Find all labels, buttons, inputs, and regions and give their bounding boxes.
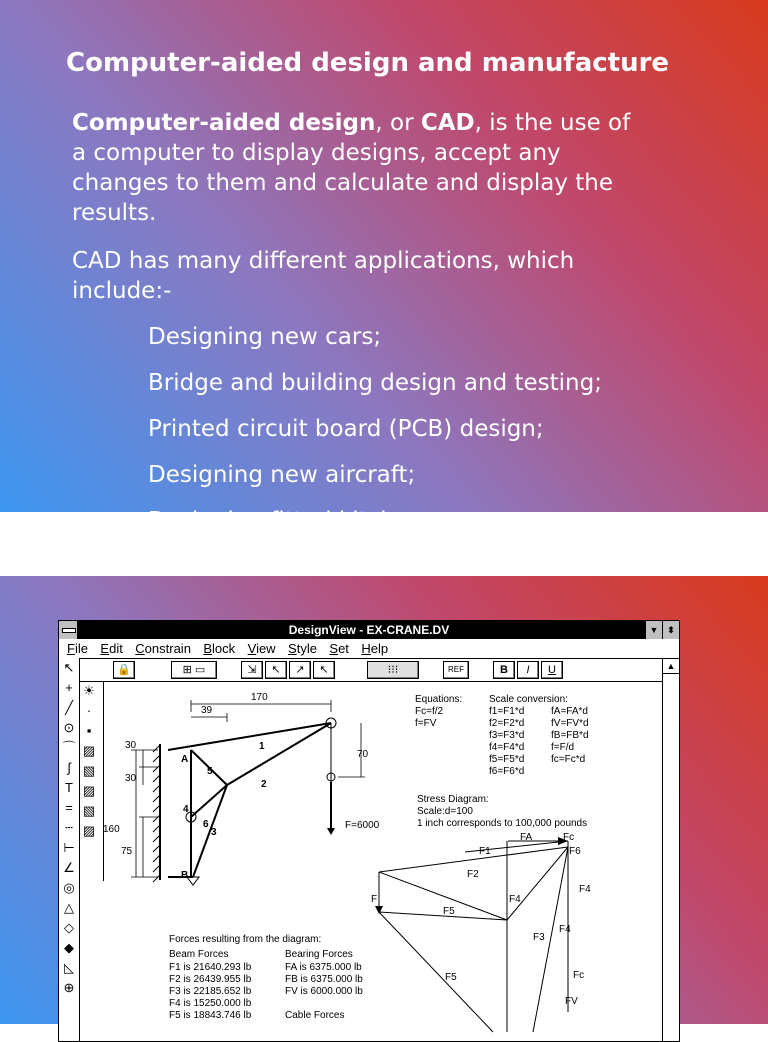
menu-set[interactable]: Set bbox=[329, 641, 349, 656]
point-b-label: B bbox=[181, 870, 189, 881]
dim-30-bottom: 30 bbox=[125, 773, 137, 784]
scroll-up-icon[interactable]: ▲ bbox=[663, 659, 679, 674]
menu-constrain[interactable]: Constrain bbox=[135, 641, 191, 656]
crane-drawing bbox=[103, 682, 662, 1041]
list-item: Designing fitted kitchens. bbox=[148, 508, 443, 534]
beam-force: F1 is 21640.293 lb bbox=[169, 962, 252, 973]
beam-forces-heading: Beam Forces bbox=[169, 949, 229, 960]
pattern-palette bbox=[79, 681, 104, 881]
bold-button[interactable]: B bbox=[493, 661, 515, 679]
beam-force: F2 is 26439.955 lb bbox=[169, 974, 252, 985]
menu-view[interactable]: View bbox=[247, 641, 276, 656]
applications-intro: CAD has many different applications, which include:- bbox=[72, 248, 575, 304]
point-tool-icon[interactable]: + bbox=[65, 680, 73, 695]
circle-tool-icon[interactable]: ⊙ bbox=[63, 720, 75, 735]
applications-list bbox=[148, 322, 602, 552]
diamond-tool-icon[interactable]: ◇ bbox=[64, 920, 74, 935]
intro-definition: , is the use of a computer to display designs, accept any changes to them and calculate and display the results. bbox=[72, 110, 631, 226]
stress-scale-note: 1 inch corresponds to 100,000 pounds bbox=[417, 818, 588, 829]
slide-2 bbox=[0, 576, 768, 1024]
pointer-copy-button[interactable]: ↗ bbox=[289, 661, 311, 679]
list-item: Designing new aircraft; bbox=[148, 462, 416, 488]
point-a-label: A bbox=[181, 754, 189, 765]
stress-scale: Scale:d=100 bbox=[417, 806, 473, 817]
menu-edit[interactable]: Edit bbox=[100, 641, 123, 656]
layout-button[interactable]: ⁝⁝⁝ bbox=[367, 661, 419, 679]
pin-support-icon bbox=[187, 877, 199, 885]
dim-75: 75 bbox=[121, 846, 133, 857]
stress-label: FA bbox=[520, 832, 533, 843]
dimension-tool-icon[interactable]: ⊢ bbox=[63, 840, 75, 855]
conversion-line: f3=F3*d bbox=[489, 730, 525, 741]
list-item: Printed circuit board (PCB) design; bbox=[148, 416, 544, 442]
beam-force: F3 is 22185.652 lb bbox=[169, 986, 252, 997]
designview-window bbox=[58, 620, 680, 1042]
member-2-label: 2 bbox=[261, 779, 267, 790]
slide-title: Computer-aided design and manufacture bbox=[66, 48, 670, 78]
member-5-label: 5 bbox=[207, 766, 213, 777]
intro-connector: , or bbox=[375, 110, 421, 136]
dot-pattern-icon[interactable]: · bbox=[86, 703, 92, 718]
menu-file[interactable]: File bbox=[67, 641, 88, 656]
equations-heading: Equations: bbox=[415, 694, 463, 705]
force-arrow bbox=[375, 906, 383, 914]
conversion-line: f2=F2*d bbox=[489, 718, 525, 729]
list-item: Designing new cars; bbox=[148, 324, 382, 350]
stress-label: F3 bbox=[533, 932, 545, 943]
hatch-pattern-icon[interactable]: ▨ bbox=[82, 743, 96, 758]
triangle-tool-icon[interactable]: △ bbox=[64, 900, 74, 915]
hatch-pattern-icon[interactable]: ▧ bbox=[82, 763, 96, 778]
stress-label: F5 bbox=[443, 906, 455, 917]
pointer-button[interactable]: ↖ bbox=[265, 661, 287, 679]
hatch-pattern-icon[interactable]: ▨ bbox=[82, 783, 96, 798]
window-titlebar[interactable] bbox=[59, 621, 679, 639]
conversion-line: f6=F6*d bbox=[489, 766, 525, 777]
pointer-alt-button[interactable]: ↖ bbox=[313, 661, 335, 679]
line-tool-icon[interactable]: ╱ bbox=[65, 700, 73, 715]
scale-conversion-heading: Scale conversion: bbox=[489, 694, 568, 705]
dotted-line-tool-icon[interactable]: ┄ bbox=[65, 820, 73, 835]
lock-icon[interactable]: 🔒 bbox=[113, 661, 135, 679]
beam-force: F4 is 15250.000 lb bbox=[169, 998, 252, 1009]
menu-block[interactable]: Block bbox=[203, 641, 236, 656]
conversion-line: fA=FA*d bbox=[551, 706, 588, 717]
bearing-force: FB is 6375.000 lb bbox=[285, 974, 363, 985]
equation-line: Fc=f/2 bbox=[415, 706, 444, 717]
corner-tool-icon[interactable]: ◺ bbox=[64, 960, 74, 975]
menu-bar bbox=[59, 639, 679, 659]
stress-label: F6 bbox=[569, 846, 581, 857]
member-3-label: 3 bbox=[211, 827, 217, 838]
menu-style[interactable]: Style bbox=[288, 641, 317, 656]
equation-line: f=FV bbox=[415, 718, 437, 729]
maximize-icon[interactable]: ⬍ bbox=[662, 621, 679, 639]
system-menu-icon[interactable] bbox=[59, 621, 78, 639]
stress-label: F1 bbox=[479, 846, 491, 857]
angle-tool-icon[interactable]: ∠ bbox=[63, 860, 75, 875]
conversion-line: f4=F4*d bbox=[489, 742, 525, 753]
conversion-line: f1=F1*d bbox=[489, 706, 525, 717]
conversion-line: fV=FV*d bbox=[551, 718, 589, 729]
ref-button[interactable]: REF bbox=[443, 661, 469, 679]
dim-30-top: 30 bbox=[125, 740, 137, 751]
forces-heading: Forces resulting from the diagram: bbox=[169, 934, 322, 945]
vertical-scrollbar[interactable] bbox=[662, 659, 679, 1041]
beam-force: F5 is 18843.746 lb bbox=[169, 1010, 252, 1021]
crane-members bbox=[168, 723, 331, 877]
select-move-button[interactable]: ⇲ bbox=[241, 661, 263, 679]
underline-button[interactable]: U bbox=[541, 661, 563, 679]
dim-170: 170 bbox=[251, 692, 268, 703]
member-6-label: 6 bbox=[203, 819, 209, 830]
tool-palette bbox=[59, 658, 80, 1041]
stress-label: F4 bbox=[579, 884, 591, 895]
window-title: DesignView - EX-CRANE.DV bbox=[288, 623, 450, 637]
italic-button[interactable]: I bbox=[517, 661, 539, 679]
load-arrow bbox=[327, 828, 335, 835]
pointer-tool-icon[interactable]: ↖ bbox=[63, 660, 75, 675]
member-1-label: 1 bbox=[259, 741, 265, 752]
hatch-pattern-icon[interactable]: ▨ bbox=[82, 823, 96, 838]
bearing-force: FV is 6000.000 lb bbox=[285, 986, 363, 997]
stress-label: Fc bbox=[563, 832, 575, 843]
conversion-line: fc=Fc*d bbox=[551, 754, 586, 765]
term-cad-full: Computer-aided design bbox=[72, 110, 376, 136]
conversion-line: f=F/d bbox=[551, 742, 575, 753]
zoom-tool-icon[interactable]: ⊕ bbox=[63, 980, 75, 995]
member-4-label: 4 bbox=[183, 804, 189, 815]
sun-icon[interactable]: ☀ bbox=[83, 683, 95, 698]
stress-diagram-heading: Stress Diagram: bbox=[417, 794, 489, 805]
text-tool-icon[interactable]: T bbox=[65, 780, 73, 795]
menu-help[interactable]: Help bbox=[361, 641, 389, 656]
stress-label: F2 bbox=[467, 869, 479, 880]
intro-paragraph bbox=[72, 108, 632, 228]
arc-tool-icon[interactable]: ⌒ bbox=[62, 740, 76, 755]
equals-tool-icon[interactable]: = bbox=[65, 800, 73, 815]
stress-label: F4 bbox=[509, 894, 521, 905]
bearing-force: FA is 6375.000 lb bbox=[285, 962, 362, 973]
dim-70: 70 bbox=[357, 749, 369, 760]
term-cad: CAD bbox=[420, 110, 475, 136]
minimize-icon[interactable]: ▼ bbox=[645, 621, 662, 639]
stress-label: F bbox=[371, 894, 378, 905]
bearing-forces-heading: Bearing Forces bbox=[285, 949, 353, 960]
stress-label: F5 bbox=[445, 972, 457, 983]
dim-160: 160 bbox=[103, 824, 120, 835]
cable-forces-heading: Cable Forces bbox=[285, 1010, 345, 1021]
stress-label: FV bbox=[565, 996, 578, 1007]
dense-pattern-icon[interactable]: ▪ bbox=[86, 723, 92, 738]
dimension-lines bbox=[131, 700, 365, 877]
conversion-line: fB=FB*d bbox=[551, 730, 589, 741]
dim-39: 39 bbox=[201, 705, 213, 716]
drawing-canvas[interactable] bbox=[103, 682, 662, 1041]
stress-label: F4 bbox=[559, 924, 571, 935]
toolbar bbox=[79, 659, 663, 682]
list-item: Bridge and building design and testing; bbox=[148, 370, 602, 396]
wall-hatching bbox=[153, 745, 160, 882]
grid-snap-button[interactable]: ⊞ ▭ bbox=[171, 661, 217, 679]
fill-tool-icon[interactable]: ◆ bbox=[64, 940, 74, 955]
stress-label: Fc bbox=[573, 970, 585, 981]
radius-tool-icon[interactable]: ◎ bbox=[63, 880, 75, 895]
hatch-pattern-icon[interactable]: ▧ bbox=[82, 803, 96, 818]
conversion-line: f5=F5*d bbox=[489, 754, 525, 765]
load-label: F=6000 bbox=[345, 820, 380, 831]
curve-tool-icon[interactable]: ∫ bbox=[67, 760, 71, 775]
